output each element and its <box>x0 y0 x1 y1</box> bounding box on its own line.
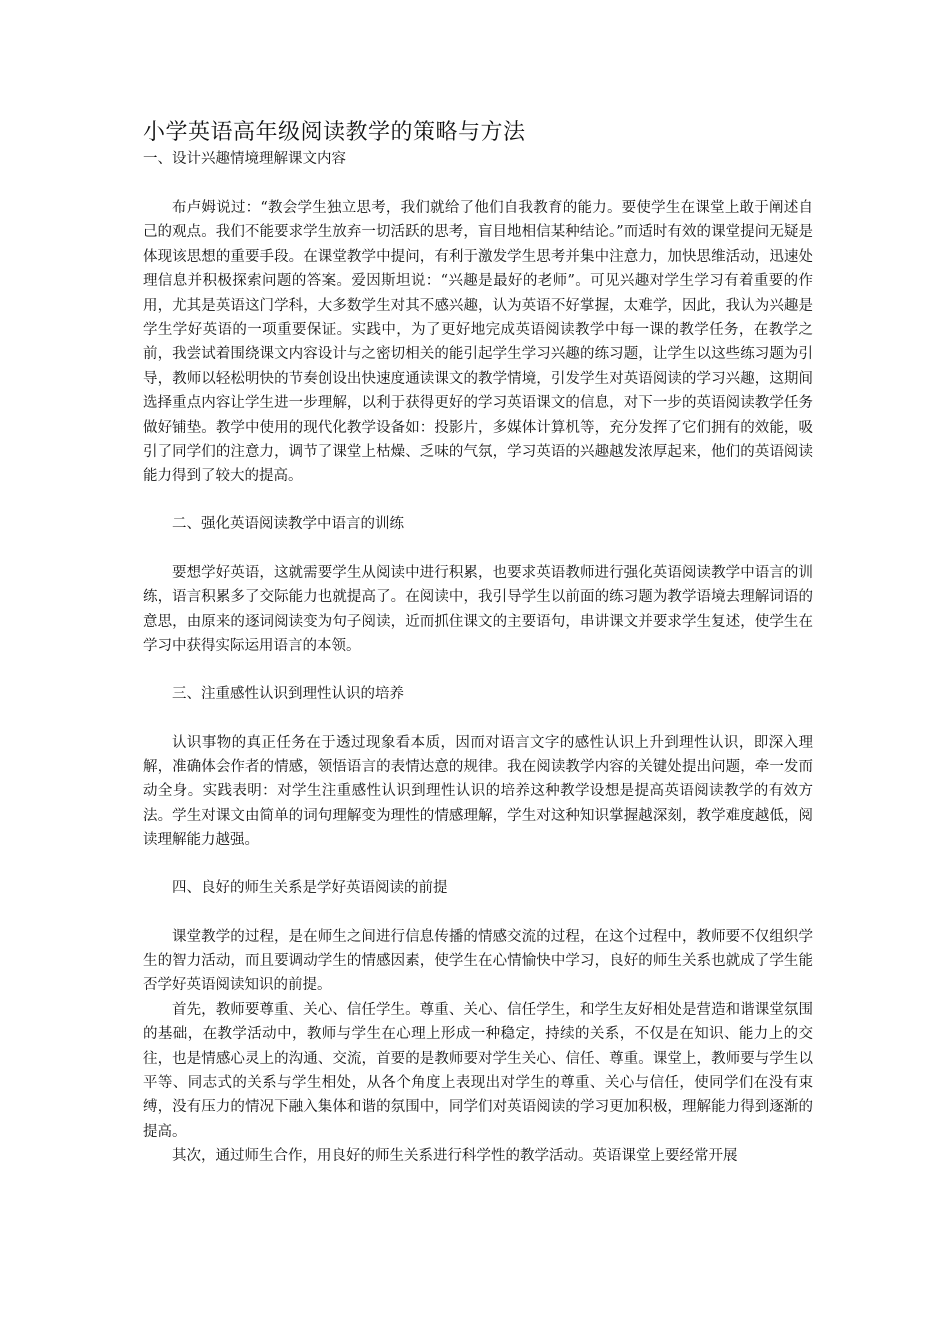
paragraph: 其次，通过师生合作，用良好的师生关系进行科学性的教学活动。英语课堂上要经常开展 <box>172 1148 738 1165</box>
section-heading-3: 三、注重感性认识到理性认识的培养 <box>172 685 404 702</box>
section-heading-2: 二、强化英语阅读教学中语言的训练 <box>172 515 404 532</box>
section-heading-4: 四、良好的师生关系是学好英语阅读的前提 <box>172 879 448 896</box>
paragraph: 首先，教师要尊重、关心、信任学生。尊重、关心、信任学生，和学生友好相处是营造和谐课堂氛围的基础，在教学活动中，教师与学生在心理上形成一种稳定，持续的关系，不仅是在知识、能力上的交往，也是情感心灵上的沟通、交流，首要的是教师要对学生关心、信任、尊重。课堂上，教师要与学生以平等、同志式的关系与学生相处，从各个角度上表现出对学生的尊重、关心与信任，使同学们在没有束缚，没有压力的情况下融入集体和谐的氛围中，同学们对英语阅读的学习更加积极，理解能力得到逐渐的提高。 <box>143 1001 813 1140</box>
document-page <box>143 118 813 1169</box>
paragraph: 课堂教学的过程，是在师生之间进行信息传播的情感交流的过程，在这个过程中，教师要不仅组织学生的智力活动，而且要调动学生的情感因素，使学生在心情愉快中学习，良好的师生关系也就成了学生能否学好英语阅读知识的前提。 <box>143 928 813 994</box>
paragraph: 布卢姆说过：“教会学生独立思考，我们就给了他们自我教育的能力。要使学生在课堂上敢于阐述自己的观点。我们不能要求学生放弃一切活跃的思考，盲目地相信某种结论。”而适时有效的课堂提问无疑是体现该思想的重要手段。在课堂教学中提问，有利于激发学生思考并集中注意力，加快思维活动，迅速处理信息并积极探索问题的答案。爱因斯坦说：“兴趣是最好的老师”。可见兴趣对学生学习有着重要的作用，尤其是英语这门学科，大多数学生对其不感兴趣，认为英语不好掌握，太难学，因此，我认为兴趣是学生学好英语的一项重要保证。实践中，为了更好地完成英语阅读教学中每一课的教学任务，在教学之前，我尝试着围绕课文内容设计与之密切相关的能引起学生学习兴趣的练习题，让学生以这些练习题为引导，教师以轻松明快的节奏创设出快速度通读课文的教学情境，引发学生对英语阅读的学习兴趣，这期间选择重点内容让学生进一步理解，以利于获得更好的学习英语课文的信息，对下一步的英语阅读教学任务做好铺垫。教学中使用的现代化教学设备如：投影片，多媒体计算机等，充分发挥了它们拥有的效能，吸引了同学们的注意力，调节了课堂上枯燥、乏味的气氛，学习英语的兴趣越发浓厚起来，他们的英语阅读能力得到了较大的提高。 <box>143 200 813 485</box>
section-heading-1: 一、设计兴趣情境理解课文内容 <box>143 151 346 167</box>
paragraph: 要想学好英语，这就需要学生从阅读中进行积累，也要求英语教师进行强化英语阅读教学中语言的训练，语言积累多了交际能力也就提高了。在阅读中，我引导学生以前面的练习题为教学语境去理解词语的意思，由原来的逐词阅读变为句子阅读，近而抓住课文的主要语句，串讲课文并要求学生复述，使学生在学习中获得实际运用语言的本领。 <box>143 564 813 655</box>
paragraph: 认识事物的真正任务在于透过现象看本质，因而对语言文字的感性认识上升到理性认识，即深入理解，准确体会作者的情感，领悟语言的表情达意的规律。我在阅读教学内容的关键处提出问题，牵一发而动全身。实践表明：对学生注重感性认识到理性认识的培养这种教学设想是提高英语阅读教学的有效方法。学生对课文由简单的词句理解变为理性的情感理解，学生对这种知识掌握越深刻，教学难度越低，阅读理解能力越强。 <box>143 734 813 849</box>
document-title: 小学英语高年级阅读教学的策略与方法 <box>143 120 526 145</box>
